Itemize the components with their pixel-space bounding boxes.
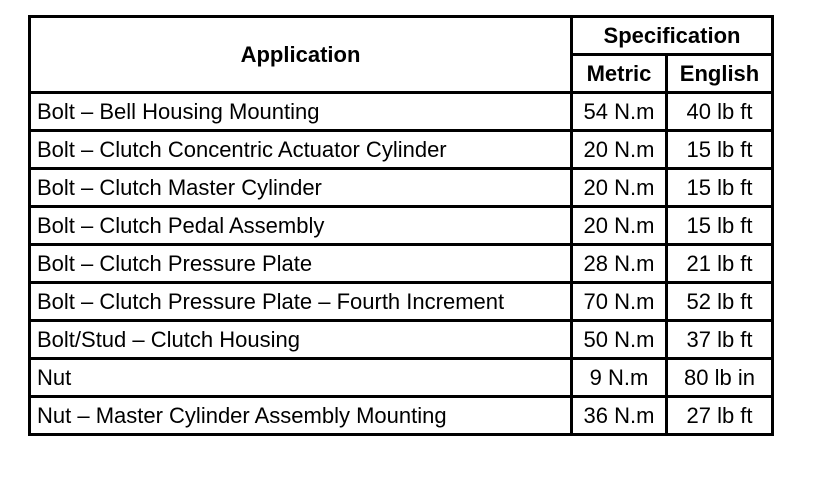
metric-cell: 20 N.m	[572, 131, 667, 169]
metric-cell: 70 N.m	[572, 283, 667, 321]
metric-cell: 50 N.m	[572, 321, 667, 359]
application-cell: Bolt – Clutch Pressure Plate	[30, 245, 572, 283]
english-cell: 40 lb ft	[667, 93, 773, 131]
application-cell: Nut – Master Cylinder Assembly Mounting	[30, 397, 572, 435]
table-row	[30, 359, 773, 397]
specification-header: Specification	[572, 17, 773, 55]
table-row	[30, 131, 773, 169]
table-body	[30, 93, 773, 435]
table-row	[30, 283, 773, 321]
metric-cell: 20 N.m	[572, 169, 667, 207]
application-cell: Bolt/Stud – Clutch Housing	[30, 321, 572, 359]
application-cell: Bolt – Clutch Master Cylinder	[30, 169, 572, 207]
table-row	[30, 169, 773, 207]
english-cell: 80 lb in	[667, 359, 773, 397]
english-cell: 21 lb ft	[667, 245, 773, 283]
english-cell: 15 lb ft	[667, 169, 773, 207]
metric-cell: 28 N.m	[572, 245, 667, 283]
english-cell: 27 lb ft	[667, 397, 773, 435]
application-cell: Nut	[30, 359, 572, 397]
english-cell: 15 lb ft	[667, 131, 773, 169]
english-cell: 15 lb ft	[667, 207, 773, 245]
metric-cell: 9 N.m	[572, 359, 667, 397]
table-row	[30, 93, 773, 131]
metric-cell: 20 N.m	[572, 207, 667, 245]
metric-header: Metric	[572, 55, 667, 93]
metric-cell: 54 N.m	[572, 93, 667, 131]
application-cell: Bolt – Clutch Pedal Assembly	[30, 207, 572, 245]
application-header: Application	[30, 17, 572, 93]
table-row	[30, 397, 773, 435]
specification-table	[28, 15, 774, 436]
english-cell: 37 lb ft	[667, 321, 773, 359]
table-row	[30, 207, 773, 245]
table-row	[30, 321, 773, 359]
application-cell: Bolt – Bell Housing Mounting	[30, 93, 572, 131]
application-cell: Bolt – Clutch Concentric Actuator Cylinder	[30, 131, 572, 169]
english-cell: 52 lb ft	[667, 283, 773, 321]
header-row-top	[30, 17, 773, 55]
metric-cell: 36 N.m	[572, 397, 667, 435]
table-row	[30, 245, 773, 283]
application-cell: Bolt – Clutch Pressure Plate – Fourth Increment	[30, 283, 572, 321]
english-header: English	[667, 55, 773, 93]
